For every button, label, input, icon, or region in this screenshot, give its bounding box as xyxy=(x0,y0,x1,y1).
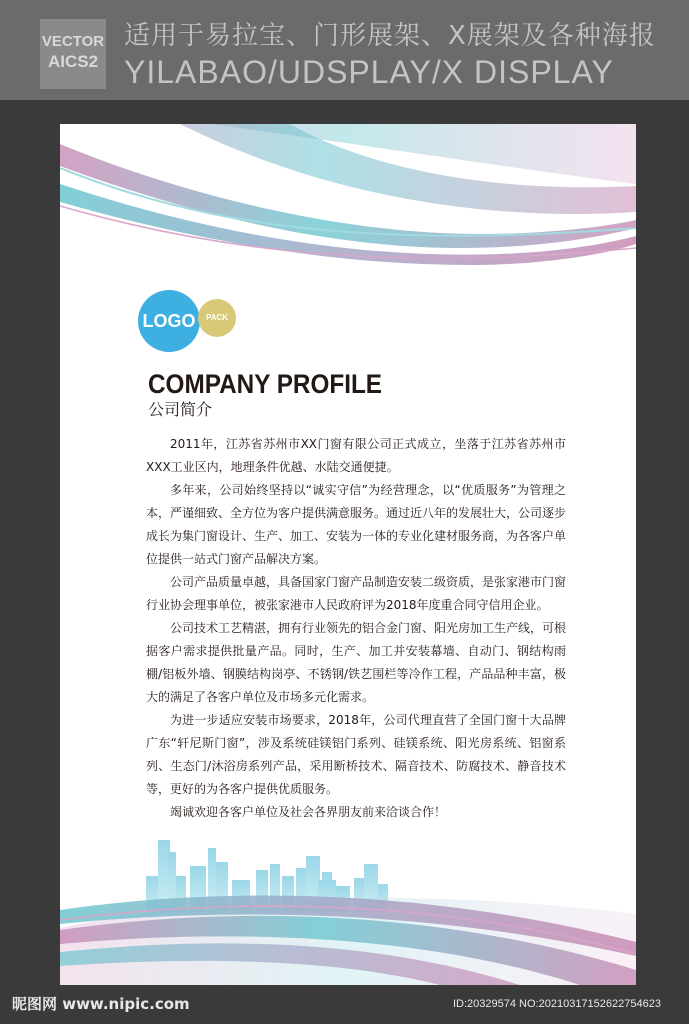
profile-body xyxy=(146,433,566,824)
logo-pack-text: PACK xyxy=(205,313,229,322)
watermark-id: ID:20329574 NO:20210317152622754623 xyxy=(453,998,661,1010)
header-title-cn: 适用于易拉宝、门形展架、X展架及各种海报 xyxy=(124,21,656,51)
paragraph: 公司技术工艺精湛，拥有行业领先的铝合金门窗、阳光房加工生产线，可根据客户需求提供批量产品。同时，生产、加工并安装幕墙、自动门、钢结构雨棚/铝板外墙、钢膜结构岗亭、不锈钢/铁艺围栏等冷作工程，产品品种丰富，极大的满足了各客户单位及市场多元化需求。 xyxy=(146,621,567,704)
badge-line1: VECTOR xyxy=(41,33,105,50)
header-title-en: YILABAO/UDSPLAY/X DISPLAY xyxy=(124,54,614,90)
paragraph: 公司产品质量卓越，具备国家门窗产品制造安装二级资质，是张家港市门窗行业协会理事单位，被张家港市人民政府评为2018年度重合同守信用企业。 xyxy=(146,575,567,612)
watermark-site: 昵图网 www.nipic.com xyxy=(12,995,190,1013)
header-bar xyxy=(0,0,689,100)
profile-title-cn: 公司简介 xyxy=(148,400,213,419)
paragraph: 多年来，公司始终坚持以“诚实守信”为经营理念，以“优质服务”为管理之本，严谨细致、全方位为客户提供满意服务。通过近八年的发展壮大，公司逐步成长为集门窗设计、生产、加工、安装为一体的专业化建材服务商，为各客户单位提供一站式门窗产品解决方案。 xyxy=(146,483,567,566)
paragraph: 为进一步适应安装市场要求，2018年，公司代理直营了全国门窗十大品牌广东“轩尼斯门窗”，涉及系统硅镁铝门系列、硅镁系统、阳光房系统、铝窗系列、生态门/沐浴房系列产品，采用断桥技术、隔音技术、防腐技术、静音技术等，更好的为各客户提供优质服务。 xyxy=(146,713,566,796)
logo-text: LOGO xyxy=(142,311,196,331)
poster xyxy=(60,124,636,985)
vector-badge xyxy=(40,19,106,89)
paragraph: 2011年，江苏省苏州市XX门窗有限公司正式成立，坐落于江苏省苏州市XXX工业区内，地理条件优越、水陆交通便捷。 xyxy=(146,437,566,474)
badge-line2: AICS2 xyxy=(47,52,99,71)
profile-title-en: COMPANY PROFILE xyxy=(148,369,383,399)
paragraph: 竭诚欢迎各客户单位及社会各界朋友前来洽谈合作！ xyxy=(170,805,447,819)
logo xyxy=(138,290,200,352)
logo-pack-badge xyxy=(198,299,236,337)
